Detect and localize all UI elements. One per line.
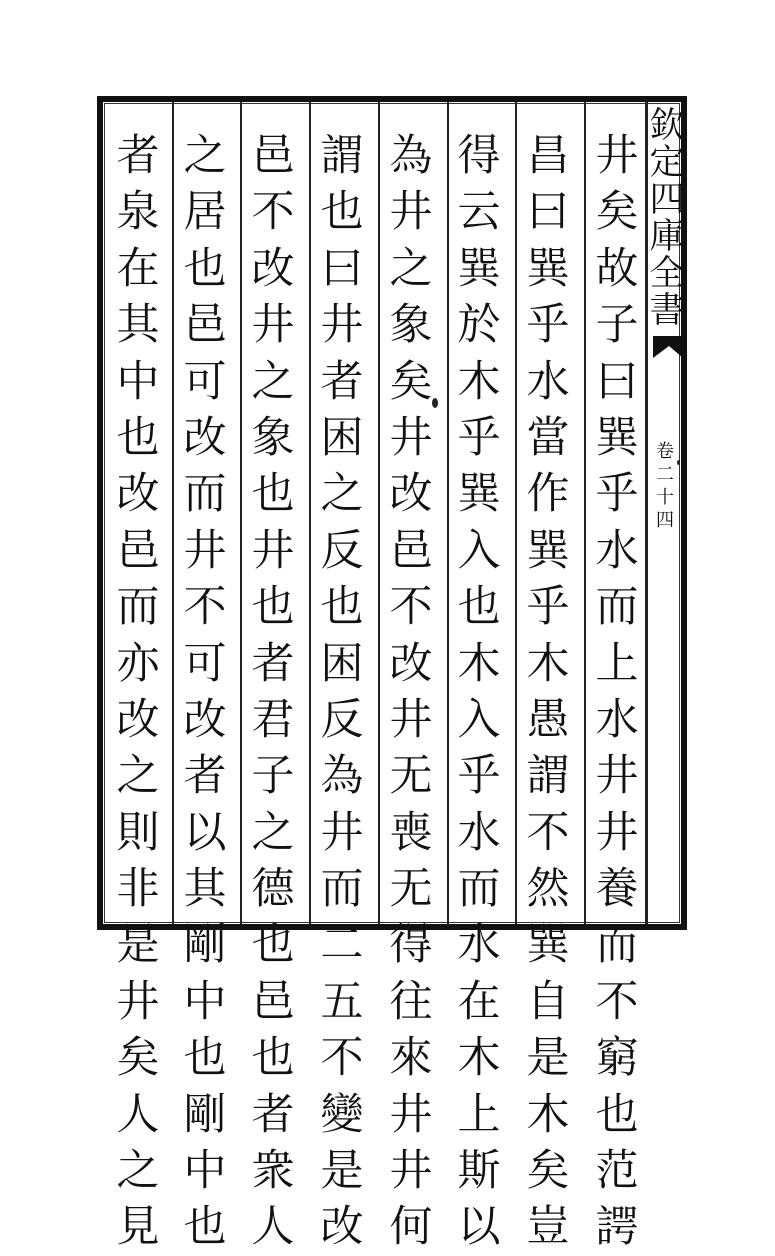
text-character: 邑 [183,300,227,351]
text-character: 之 [116,1146,160,1197]
text-character: 而 [183,469,227,520]
text-character: 反 [320,694,364,745]
text-character: 者 [320,356,364,407]
text-character: 之 [183,131,227,181]
text-character: 人 [251,1202,295,1253]
text-character: 當 [526,412,570,463]
text-character: 喪 [389,807,433,858]
text-character: 不 [389,582,433,633]
book-title [647,108,687,330]
text-character: 木 [526,638,570,689]
column-divider [172,102,174,924]
text-character: 乎 [457,412,501,463]
ink-speck [677,460,680,465]
text-character: 作 [526,469,570,520]
text-character: 井 [251,300,295,351]
column-divider [447,102,449,924]
text-character: 也 [457,582,501,633]
text-character: 木 [526,1089,570,1140]
text-character: 入 [457,525,501,576]
text-character: 可 [183,638,227,689]
text-character: 改 [183,412,227,463]
text-character: 上 [595,638,639,689]
text-column-8 [110,128,166,1256]
text-character: 木 [457,638,501,689]
text-character: 泉 [116,187,160,238]
text-character: 改 [320,1202,364,1253]
text-character: 井 [320,300,364,351]
text-character: 井 [595,131,639,181]
text-character: 也 [251,582,295,633]
text-character: 其 [183,864,227,915]
text-character: 乎 [457,751,501,802]
text-character: 之 [116,751,160,802]
column-divider [584,102,586,924]
text-character: 反 [320,525,364,576]
text-character: 象 [251,412,295,463]
text-character: 困 [320,638,364,689]
text-character: 而 [595,920,639,971]
text-character: 改 [116,694,160,745]
text-character: 五 [320,976,364,1027]
text-character: 是 [116,920,160,971]
text-character: 也 [595,1089,639,1140]
text-character: 井 [389,1146,433,1197]
text-character: 之 [251,807,295,858]
text-character: 斯 [457,1146,501,1197]
margin-character: 欽 [649,106,685,146]
text-character: 昌 [526,131,570,181]
text-character: 也 [183,243,227,294]
text-character: 也 [251,1033,295,1084]
text-character: 水 [526,356,570,407]
text-character: 然 [526,864,570,915]
text-character: 者 [251,638,295,689]
text-character: 巽 [526,920,570,971]
ink-speck [432,398,438,408]
text-character: 自 [526,976,570,1027]
text-character: 水 [595,525,639,576]
text-character: 无 [389,751,433,802]
text-character: 之 [320,469,364,520]
text-character: 改 [251,243,295,294]
text-character: 乎 [526,300,570,351]
text-character: 可 [183,356,227,407]
text-character: 也 [183,1202,227,1253]
text-column-7 [177,128,233,1256]
text-character: 而 [116,582,160,633]
margin-character: 全 [649,254,685,294]
text-character: 亦 [116,638,160,689]
text-character: 巽 [457,469,501,520]
text-character: 中 [116,356,160,407]
text-character: 為 [320,751,364,802]
text-character: 入 [457,694,501,745]
text-character: 衆 [251,1146,295,1197]
text-character: 曰 [526,187,570,238]
text-character: 无 [389,864,433,915]
text-character: 改 [389,469,433,520]
text-column-3 [451,128,507,1256]
text-character: 井 [595,751,639,802]
text-character: 謂 [526,751,570,802]
margin-character: 書 [649,291,685,331]
column-divider [240,102,242,924]
text-character: 養 [595,864,639,915]
text-character: 木 [457,356,501,407]
margin-character: 十 [656,487,674,508]
text-character: 巽 [457,243,501,294]
text-character: 往 [389,976,433,1027]
text-character: 不 [320,1033,364,1084]
text-character: 何 [389,1202,433,1253]
text-character: 井 [251,525,295,576]
text-character: 得 [389,920,433,971]
text-character: 邑 [389,525,433,576]
text-character: 而 [457,864,501,915]
text-column-6 [245,128,301,1256]
text-character: 是 [320,1146,364,1197]
column-divider [515,102,517,924]
text-character: 剛 [183,1089,227,1140]
text-character: 矣 [595,187,639,238]
text-character: 以 [457,1202,501,1253]
text-character: 邑 [251,976,295,1027]
text-character: 邑 [116,525,160,576]
text-character: 德 [251,864,295,915]
text-character: 中 [183,1146,227,1197]
text-character: 則 [116,807,160,858]
text-character: 而 [320,864,364,915]
text-character: 井 [389,694,433,745]
text-character: 井 [389,187,433,238]
text-character: 也 [251,469,295,520]
text-character: 邑 [251,131,295,181]
text-character: 變 [320,1089,364,1140]
text-character: 云 [457,187,501,238]
text-character: 以 [183,807,227,858]
text-column-2 [520,128,576,1256]
text-character: 為 [389,131,433,181]
text-character: 是 [526,1033,570,1084]
text-character: 象 [389,300,433,351]
text-character: 子 [595,300,639,351]
text-character: 於 [457,300,501,351]
text-character: 豈 [526,1202,570,1253]
margin-character: 四 [656,510,674,531]
text-character: 巽 [526,525,570,576]
text-character: 謂 [320,131,364,181]
text-character: 者 [183,751,227,802]
text-character: 也 [320,187,364,238]
text-character: 井 [595,807,639,858]
text-character: 不 [595,976,639,1027]
text-character: 之 [389,243,433,294]
text-character: 矣 [526,1146,570,1197]
text-character: 水 [457,807,501,858]
text-character: 來 [389,1033,433,1084]
text-character: 矣 [389,356,433,407]
text-character: 也 [251,920,295,971]
text-character: 故 [595,243,639,294]
text-character: 范 [595,1146,639,1197]
text-character: 井 [389,1089,433,1140]
text-character: 井 [389,412,433,463]
text-character: 不 [251,187,295,238]
text-character: 木 [457,1033,501,1084]
text-character: 諤 [595,1202,639,1253]
text-character: 井 [116,976,160,1027]
text-character: 曰 [320,243,364,294]
text-character: 窮 [595,1033,639,1084]
text-character: 愚 [526,694,570,745]
text-column-4 [383,128,439,1256]
text-character: 者 [251,1089,295,1140]
text-character: 曰 [595,356,639,407]
text-character: 得 [457,131,501,181]
text-character: 人 [116,1089,160,1140]
text-character: 井 [183,525,227,576]
text-character: 剛 [183,920,227,971]
text-character: 在 [457,976,501,1027]
text-character: 乎 [526,582,570,633]
text-character: 改 [116,469,160,520]
text-character: 居 [183,187,227,238]
text-character: 子 [251,751,295,802]
margin-character: 四 [649,180,685,220]
text-character: 改 [389,638,433,689]
margin-character: 卷 [656,441,674,462]
text-character: 巽 [595,412,639,463]
column-divider [309,102,311,924]
text-column-1 [589,128,645,1256]
text-character: 困 [320,412,364,463]
fish-tail-mark-icon [653,336,683,358]
text-character: 上 [457,1089,501,1140]
text-character: 其 [116,300,160,351]
text-character: 之 [251,356,295,407]
text-character: 乎 [595,469,639,520]
text-column-5 [314,128,370,1256]
text-character: 二 [320,920,364,971]
text-character: 在 [116,243,160,294]
text-character: 君 [251,694,295,745]
margin-character: 庫 [649,217,685,257]
text-character: 水 [595,694,639,745]
text-character: 不 [183,582,227,633]
text-character: 改 [183,694,227,745]
margin-character: 定 [649,143,685,183]
column-divider [378,102,380,924]
margin-character: 二 [656,464,674,485]
text-character: 非 [116,864,160,915]
text-character: 者 [116,131,160,181]
text-character: 也 [183,1033,227,1084]
text-character: 見 [116,1202,160,1253]
text-character: 也 [320,582,364,633]
text-character: 不 [526,807,570,858]
volume-label [652,440,678,532]
text-character: 也 [116,412,160,463]
text-character: 而 [595,582,639,633]
text-character: 水 [457,920,501,971]
text-character: 中 [183,976,227,1027]
text-character: 矣 [116,1033,160,1084]
text-character: 巽 [526,243,570,294]
text-character: 井 [320,807,364,858]
